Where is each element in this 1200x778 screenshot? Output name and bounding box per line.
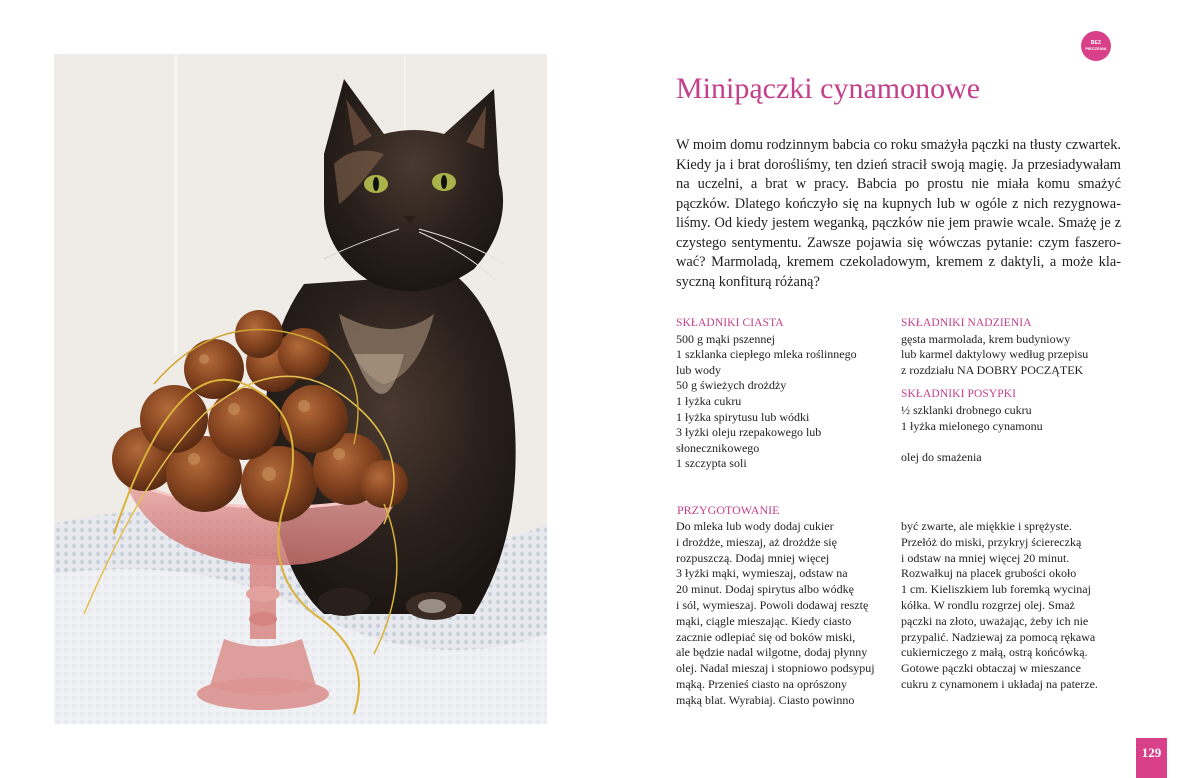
preparation-line: pączki na złoto, uważając, żeby ich nie [901, 613, 1089, 628]
preparation-column-2 [901, 519, 1098, 693]
preparation-line: cukierniczego z małą, ostrą końcówką. [901, 645, 1088, 660]
ingredient-line: lub wody [676, 362, 721, 377]
filling-heading: SKŁADNIKI NADZIENIA [901, 317, 1032, 329]
preparation-line: 20 minut. Dodaj spirytus albo wódkę [676, 582, 854, 597]
preparation-column-1 [676, 519, 875, 709]
page-number: 129 [1136, 738, 1167, 778]
preparation-line: Rozwałkuj na placek grubości około [901, 566, 1077, 581]
frying-oil-line: olej do smażenia [901, 450, 982, 465]
photo-illustration [54, 54, 547, 724]
dough-heading: SKŁADNIKI CIASTA [676, 317, 784, 329]
recipe-photo [54, 54, 547, 724]
ingredient-line: 500 g mąki pszennej [676, 331, 775, 346]
preparation-line: mąką blat. Wyrabiaj. Ciasto powinno [676, 692, 855, 707]
topping-heading: SKŁADNIKI POSYPKI [901, 388, 1017, 401]
preparation-line: 3 łyżki mąki, wymieszaj, odstaw na [676, 566, 848, 581]
ingredient-line: 1 łyżka cukru [676, 393, 742, 408]
filling-topping-ingredients [901, 316, 1121, 466]
preparation-line: mąką. Przenieś ciasto na oprószony [676, 676, 847, 691]
dough-ingredients [676, 316, 886, 472]
preparation-line: Gotowe pączki obtaczaj w mieszance [901, 661, 1081, 676]
preparation-line: kółka. W rondlu rozgrzej olej. Smaż [901, 597, 1075, 612]
preparation-line: i sól, wymieszaj. Powoli dodawaj resztę [676, 597, 869, 612]
ingredient-line: słonecznikowego [676, 440, 760, 455]
ingredient-line: 1 łyżka spirytusu lub wódki [676, 409, 810, 424]
preparation-line: Do mleka lub wody dodaj cukier [676, 519, 834, 533]
ingredient-line: z rozdziału NA DOBRY POCZĄTEK [901, 362, 1084, 377]
preparation-line: rozpuszczą. Dodaj mniej więcej [676, 550, 830, 565]
preparation-heading: PRZYGOTOWANIE [677, 503, 780, 517]
badge-line1: BEZ [1090, 40, 1102, 46]
preparation-line: przypalić. Nadziewaj za pomocą rękawa [901, 629, 1096, 644]
ingredient-line: 1 łyżka mielonego cynamonu [901, 418, 1043, 433]
ingredient-line: 50 g świeżych drożdży [676, 378, 787, 393]
preparation-line: mąki, ciągle mieszając. Kiedy ciasto [676, 613, 852, 628]
ingredient-line: 1 szklanka ciepłego mleka roślinnego [676, 347, 857, 362]
preparation-line: być zwarte, ale miękkie i sprężyste. [901, 519, 1072, 533]
ingredient-line: 3 łyżki oleju rzepakowego lub [676, 425, 822, 440]
preparation-line: zacznie odlepiać się od boków miski, [676, 629, 856, 644]
badge-line2: PIECZENIA [1085, 46, 1107, 51]
ingredient-line: 1 szczypta soli [676, 456, 747, 471]
preparation-line: ale będzie nadal wilgotne, dodaj płynny [676, 645, 868, 660]
ingredient-line: lub karmel daktylowy według przepisu [901, 347, 1089, 362]
recipe-title: Minipączki cynamonowe [676, 72, 981, 105]
ingredient-line: gęsta marmolada, krem budyniowy [901, 331, 1071, 346]
preparation-line: i odstaw na mniej więcej 20 minut. [901, 550, 1070, 565]
preparation-line: cukru z cynamonem i układaj na paterze. [901, 676, 1098, 691]
preparation-line: 1 cm. Kieliszkiem lub foremką wycinaj [901, 582, 1091, 597]
preparation-line: i drożdże, mieszaj, aż drożdże się [676, 534, 837, 549]
preparation-line: olej. Nadal mieszaj i stopniowo podsypuj [676, 661, 875, 676]
ingredient-line: ½ szklanki drobnego cukru [901, 402, 1032, 417]
preparation-line: Przełóż do miski, przykryj ściereczką [901, 534, 1082, 549]
recipe-intro: W moim domu rodzinnym babcia co roku smażyła pączki na tłusty czwartek. Kiedy ja i brat dorośliśmy, ten dzień stracił swoją magię. Ja przesiadywałam na uczelni, a brat w pracy. Babcia po prostu nie miała komu smażyć pączków. Dlatego kończyło się na kupnych lub w ogóle z nich rezygnowaliśmy. Od kiedy jestem weganką, pączków nie jem prawie wcale. Smażę je z czystego sentymentu. Zawsze pojawia się wówczas pytanie: czym faszerować? Marmoladą, kremem czekoladowym, kremem z daktyli, a może klasyczną konfiturą różaną? [676, 137, 1121, 290]
no-baking-badge [1081, 31, 1111, 61]
